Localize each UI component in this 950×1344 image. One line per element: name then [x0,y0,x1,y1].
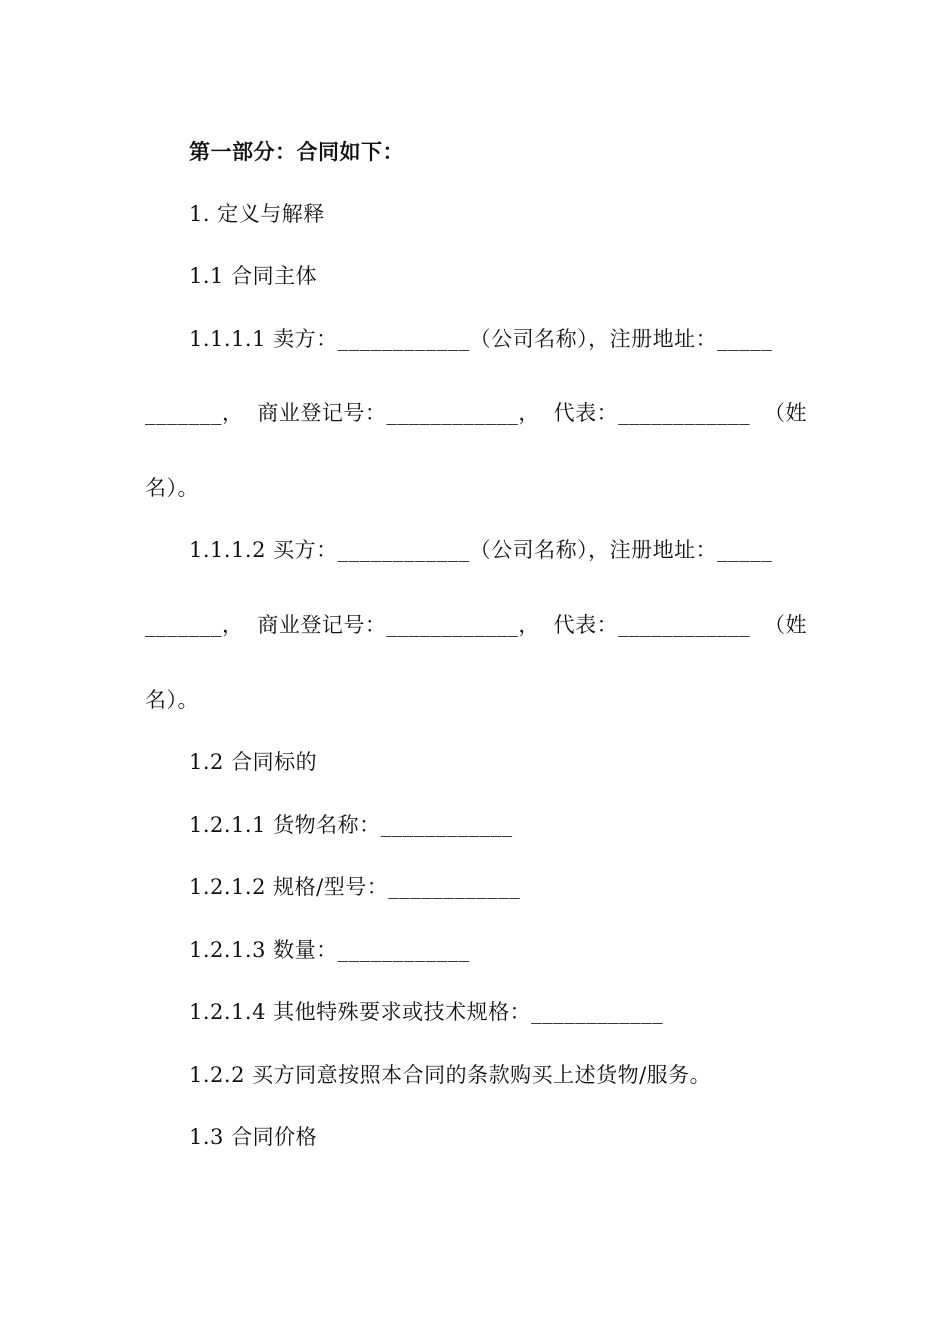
seller-representative: 代表：____________ [553,401,751,425]
seller-name-label-start: （姓 [763,401,807,425]
buyer-clause-line-2 [145,611,807,639]
part-heading: 第一部分：合同如下： [189,139,404,164]
buyer-address-blank: _______， [145,613,244,637]
buyer-registration-number: 商业登记号：____________， [257,613,540,637]
seller-clause-line-2 [145,399,807,427]
section-1-title: 1. 定义与解释 [189,202,325,226]
buyer-agreement-clause: 1.2.2 买方同意按照本合同的条款购买上述货物/服务。 [189,1063,712,1087]
spec-model-field: 1.2.1.2 规格/型号：____________ [189,875,521,899]
section-1-3-title: 1.3 合同价格 [189,1125,318,1149]
buyer-clause-line-1: 1.1.1.2 买方：____________（公司名称），注册地址：_____ [189,538,773,562]
special-requirements-field: 1.2.1.4 其他特殊要求或技术规格：____________ [189,1000,664,1024]
section-1-1-title: 1.1 合同主体 [189,264,318,288]
buyer-clause-line-3: 名）。 [145,688,199,712]
buyer-representative: 代表：____________ [553,613,751,637]
buyer-name-label-start: （姓 [763,613,807,637]
seller-address-blank: _______， [145,401,244,425]
goods-name-field: 1.2.1.1 货物名称：____________ [189,813,513,837]
section-1-2-title: 1.2 合同标的 [189,750,318,774]
quantity-field: 1.2.1.3 数量：____________ [189,938,470,962]
seller-registration-number: 商业登记号：____________， [257,401,540,425]
seller-clause-line-3: 名）。 [145,476,199,500]
seller-clause-line-1: 1.1.1.1 卖方：____________（公司名称），注册地址：_____ [189,327,773,351]
